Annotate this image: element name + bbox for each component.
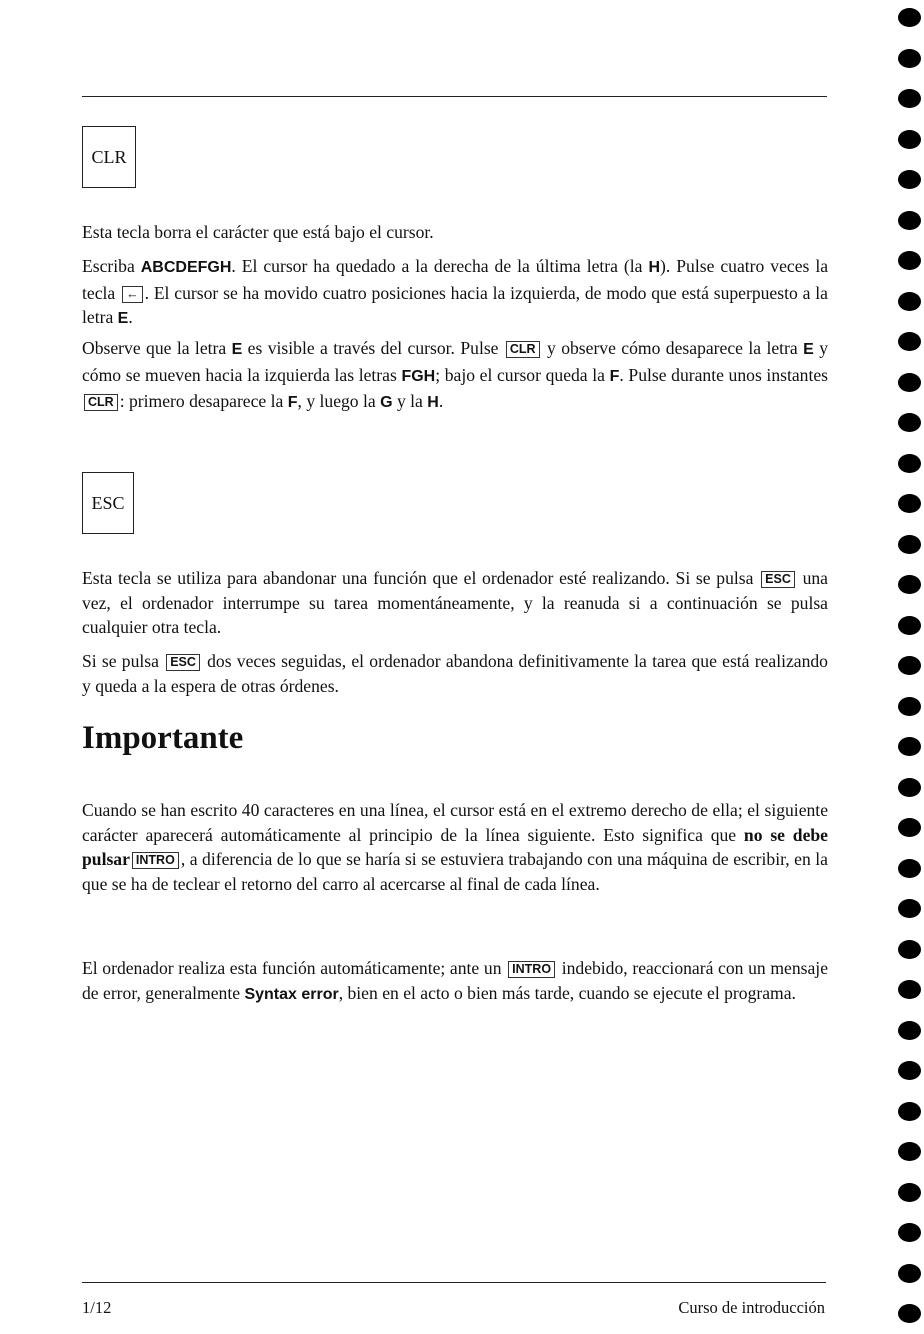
binding-hole	[898, 575, 921, 594]
esc-key-icon: ESC	[761, 571, 795, 588]
binding-hole	[898, 251, 921, 270]
binding-hole	[898, 697, 921, 716]
intro-key-icon: INTRO	[508, 961, 555, 978]
clr-paragraph-3: Observe que la letra E es visible a través del cursor. Pulse CLR y observe cómo desaparece la letra E y cómo se mueven hacia la izquierda las letras FGH; bajo el cursor queda la F. Pulse durante unos instantes CLR : primero desaparece la F, y luego la G y la H.	[82, 338, 829, 411]
clr-key-icon: CLR	[84, 394, 118, 411]
binding-hole	[898, 818, 921, 837]
esc-key-box	[82, 472, 134, 534]
binding-hole	[898, 89, 921, 108]
binding-hole	[898, 859, 921, 878]
binding-hole	[898, 1223, 921, 1242]
binding-hole	[898, 1183, 921, 1202]
binding-hole	[898, 130, 921, 149]
binding-hole	[898, 656, 921, 675]
clr-description: Esta tecla borra el carácter que está bajo el cursor.	[82, 222, 434, 242]
binding-holes	[898, 0, 924, 1334]
intro-key-icon: INTRO	[132, 852, 179, 869]
book-title: Curso de introducción	[678, 1298, 825, 1317]
binding-hole	[898, 1061, 921, 1080]
page-number: 1/12	[82, 1298, 112, 1317]
binding-hole	[898, 616, 921, 635]
binding-hole	[898, 1021, 921, 1040]
section-heading-importante: Importante	[82, 720, 244, 756]
binding-hole	[898, 1102, 921, 1121]
binding-hole	[898, 737, 921, 756]
binding-hole	[898, 778, 921, 797]
important-paragraph-1: Cuando se han escrito 40 caracteres en una línea, el cursor está en el extremo derecho de ella; el siguiente carácter aparecerá automáticamente al principio de la línea siguiente. Esto significa que no se debe pulsar INTRO , a diferencia de lo que se haría si se estuviera trabajando con una máquina de escribir, en la que se ha de teclear el retorno del carro al acercarse al final de cada línea.	[82, 800, 828, 894]
important-paragraph-2: El ordenador realiza esta función automáticamente; ante un INTRO indebido, reaccionará con un mensaje de error, generalmente Syntax error, bien en el acto o bien más tarde, cuando se ejecute el programa.	[82, 958, 829, 1003]
clr-paragraph-2: Escriba ABCDEFGH. El cursor ha quedado a la derecha de la última letra (la H). Pulse cuatro veces la tecla ← . El cursor se ha movido cuatro posiciones hacia la izquierda, de modo que está superpuesto a la letra E.	[82, 256, 829, 327]
clr-key-box	[82, 126, 136, 188]
binding-hole	[898, 1264, 921, 1283]
clr-key-icon: CLR	[506, 341, 540, 358]
binding-hole	[898, 8, 921, 27]
esc-paragraph-1: Esta tecla se utiliza para abandonar una función que el ordenador esté realizando. Si se pulsa ESC una vez, el ordenador interrumpe su tarea momentáneamente, y la reanuda si a continuación se pulsa cualquier otra tecla.	[82, 568, 828, 637]
binding-hole	[898, 413, 921, 432]
binding-hole	[898, 292, 921, 311]
esc-key-box-label: ESC	[91, 492, 125, 513]
esc-key-icon: ESC	[166, 654, 200, 671]
top-rule	[82, 96, 827, 97]
clr-key-box-label: CLR	[91, 146, 127, 167]
bottom-rule	[82, 1282, 826, 1283]
binding-hole	[898, 940, 921, 959]
binding-hole	[898, 980, 921, 999]
binding-hole	[898, 899, 921, 918]
binding-hole	[898, 211, 921, 230]
left-arrow-key-icon: ←	[122, 286, 143, 303]
esc-paragraph-2: Si se pulsa ESC dos veces seguidas, el ordenador abandona definitivamente la tarea que está realizando y queda a la espera de otras órdenes.	[82, 651, 828, 696]
binding-hole	[898, 373, 921, 392]
binding-hole	[898, 1304, 921, 1323]
binding-hole	[898, 494, 921, 513]
binding-hole	[898, 332, 921, 351]
binding-hole	[898, 170, 921, 189]
binding-hole	[898, 535, 921, 554]
binding-hole	[898, 49, 921, 68]
binding-hole	[898, 1142, 921, 1161]
binding-hole	[898, 454, 921, 473]
